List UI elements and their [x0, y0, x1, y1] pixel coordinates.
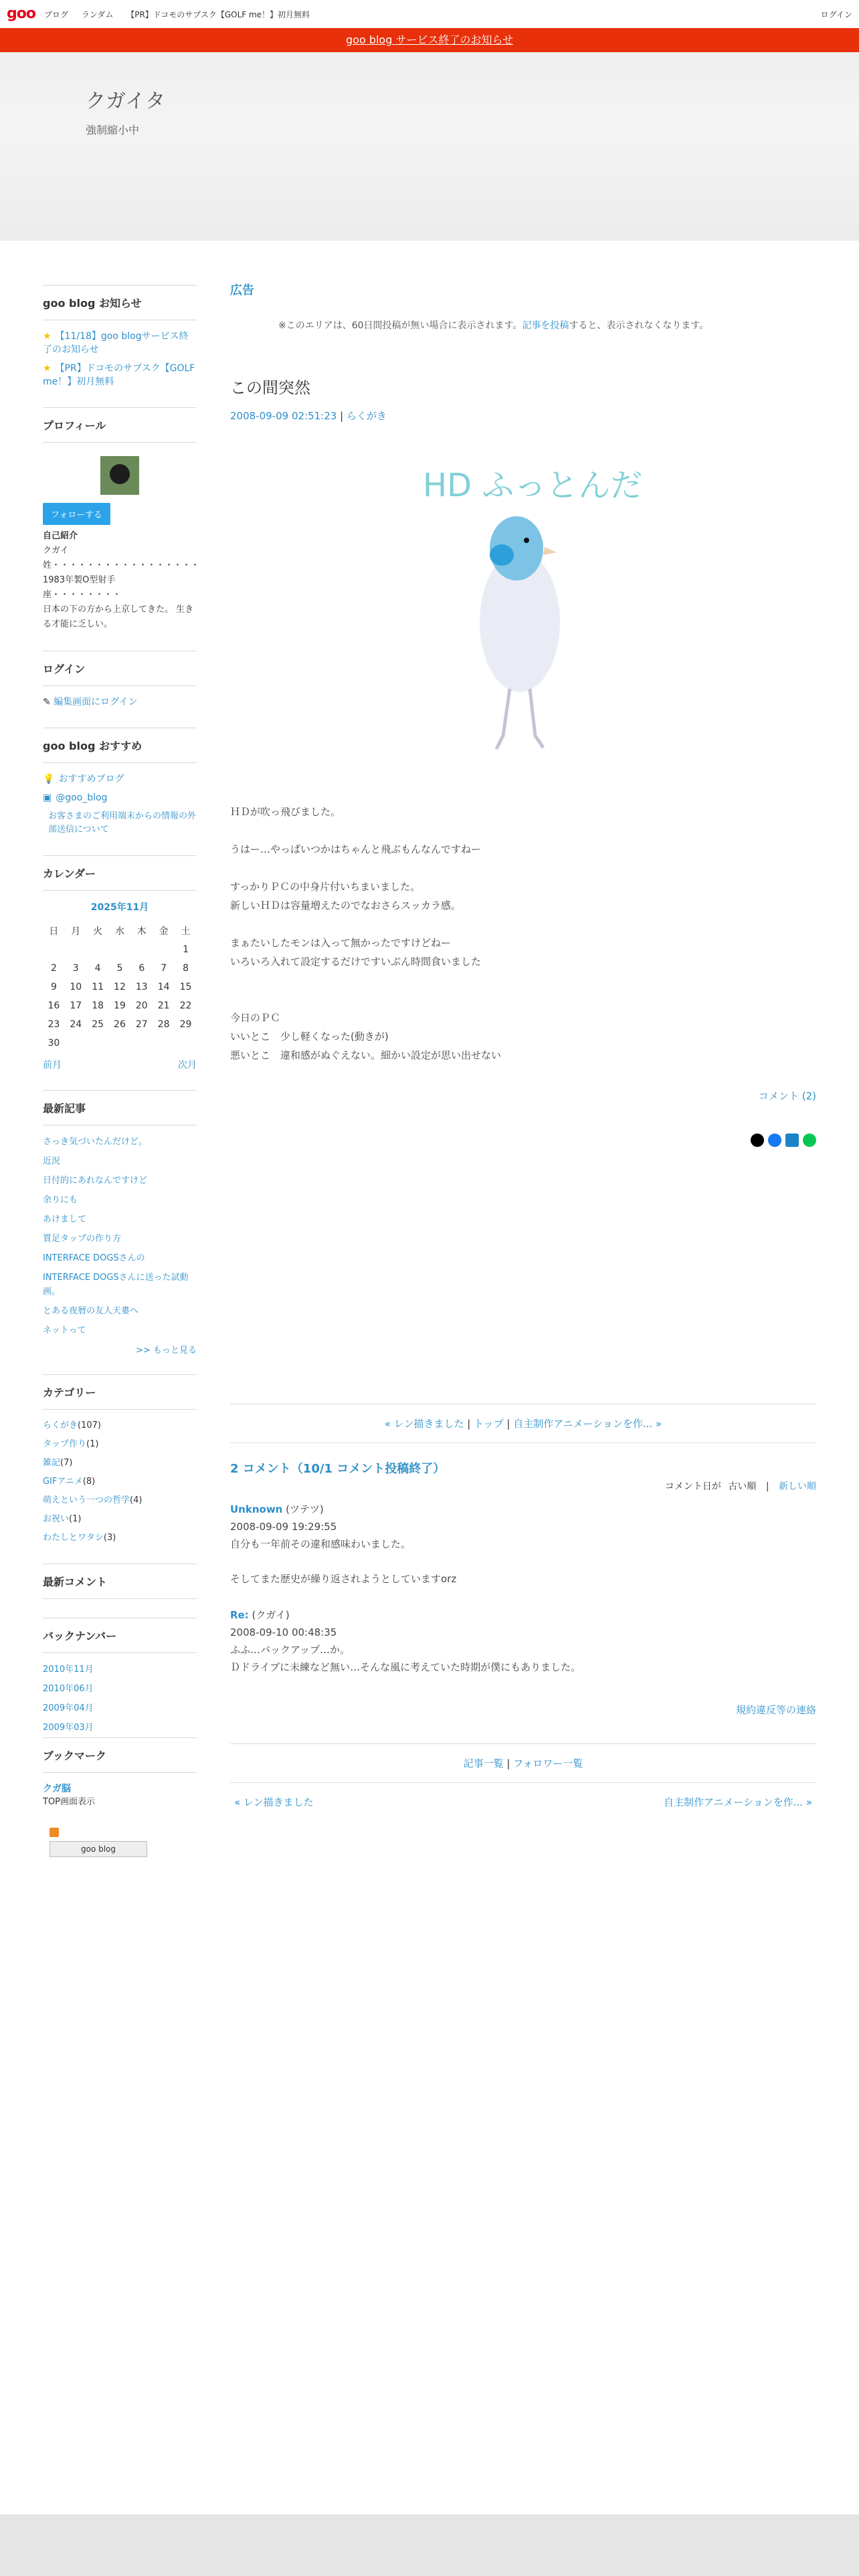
- recent-article-link[interactable]: INTERFACE DOGSさんの: [43, 1253, 145, 1263]
- calendar-day: 4: [94, 963, 101, 974]
- post-article-link[interactable]: 記事を投稿: [522, 320, 569, 331]
- calendar-day: 8: [183, 963, 189, 974]
- news-section: [43, 285, 197, 389]
- comment-date: 2008-09-09 19:29:55: [230, 1521, 337, 1533]
- next-month-link[interactable]: 次月: [178, 1060, 197, 1071]
- top-link[interactable]: トップ: [474, 1418, 504, 1430]
- goo-logo[interactable]: goo: [7, 5, 35, 22]
- news-item[interactable]: [43, 330, 197, 356]
- profile-line: 1983年製O型射手: [43, 575, 116, 585]
- calendar-day: 29: [179, 1019, 192, 1030]
- notice-link[interactable]: goo blog サービス終了のお知らせ: [346, 33, 513, 46]
- comments-section: [43, 1564, 197, 1599]
- entry-title[interactable]: この間突然: [230, 379, 310, 397]
- calendar-day: [43, 940, 65, 959]
- profile-line: 日本の下の方から上京してきた。 生きる才能に乏しい。: [43, 605, 194, 629]
- calendar-day: 21: [157, 1000, 170, 1011]
- profile-text: [43, 529, 200, 632]
- profile-line: 座・・・・・・・・: [43, 590, 122, 600]
- category-count: (8): [82, 1477, 96, 1487]
- calendar-day: 20: [135, 1000, 148, 1011]
- profile-section: [43, 407, 200, 632]
- category-link[interactable]: らくがき: [43, 1420, 78, 1430]
- next-article-link[interactable]: 自主制作アニメーションを作... »: [664, 1796, 812, 1808]
- category-link[interactable]: わたしとワタシ: [43, 1533, 104, 1543]
- backnumber-link[interactable]: 2009年03月: [43, 1723, 94, 1733]
- calendar-day: 26: [114, 1019, 126, 1030]
- recent-article-link[interactable]: 質足タップの作り方: [43, 1234, 122, 1244]
- recent-article-link[interactable]: ネットって: [43, 1325, 86, 1335]
- main-content: [230, 277, 816, 1809]
- bookmark-desc: TOP画面表示: [43, 1797, 96, 1807]
- comment-date: 2008-09-10 00:48:35: [230, 1626, 337, 1638]
- entry-pager: « レン描きました | トップ | 自主制作アニメーションを作... »: [230, 1404, 816, 1443]
- backnumber-heading: バックナンバー: [43, 1618, 197, 1653]
- line-share-icon[interactable]: [803, 1134, 816, 1147]
- bookmark-heading: ブックマーク: [43, 1737, 197, 1773]
- category-count: (3): [103, 1533, 116, 1543]
- entry-body: ＨＤが吹っ飛びました。 うはー…やっぱいつかはちゃんと飛ぶもんなんですねー すっかりＰＣの中身片付いちまいました。 新しいＨＤは容量増えたのでなおさらスッカラ感。 まぁたいしたモンは入って無かったですけどねー いろいろ入れて設定するだけですいぶん時間食いました 今日のＰＣ いいとこ 少し軽くなった(動きが) 悪いとこ 違和感がぬぐえない。細かい設定が思い出せない: [230, 806, 502, 1061]
- calendar-day: [153, 940, 175, 959]
- calendar-day: 15: [179, 982, 192, 992]
- nav-blog[interactable]: ブログ: [44, 10, 69, 19]
- pigeon-illustration: [416, 455, 643, 776]
- entry-date[interactable]: 2008-09-09 02:51:23: [230, 410, 337, 422]
- recent-article-link[interactable]: 余りにも: [43, 1195, 78, 1205]
- recent-comments-heading: 最新コメント: [43, 1564, 197, 1599]
- login-link[interactable]: ログイン: [820, 10, 852, 19]
- calendar-day: 27: [135, 1019, 148, 1030]
- prev-entry-link[interactable]: « レン描きました: [384, 1418, 464, 1430]
- footer: [0, 2514, 859, 2576]
- calendar-day: 23: [47, 1019, 60, 1030]
- recommend-heading: goo blog おすすめ: [43, 728, 197, 763]
- list-links: 記事一覧 | フォロワー一覧: [230, 1743, 816, 1783]
- login-heading: ログイン: [43, 651, 197, 686]
- profile-heading: プロフィール: [43, 407, 197, 443]
- rss-icon[interactable]: [50, 1828, 59, 1837]
- avatar[interactable]: [100, 456, 139, 495]
- comments-title: 2 コメント（10/1 コメント投稿終了）: [230, 1462, 446, 1476]
- star-icon: ★: [43, 363, 52, 374]
- backnumber-link[interactable]: 2010年11月: [43, 1665, 94, 1675]
- sort-new[interactable]: 新しい順: [779, 1481, 816, 1492]
- calendar-day: 25: [92, 1019, 104, 1030]
- category-count: (1): [69, 1514, 82, 1524]
- twitter-link[interactable]: @goo_blog: [56, 792, 108, 803]
- calendar-day: 5: [116, 963, 123, 974]
- calendar-day: 17: [70, 1000, 82, 1011]
- recent-article-link[interactable]: INTERFACE DOGSさんに送った試動画。: [43, 1273, 189, 1297]
- news-link[interactable]: 【11/18】goo blogサービス終了のお知らせ: [43, 331, 189, 355]
- calendar-day: [175, 1034, 197, 1053]
- recent-article-link[interactable]: 日付的にあれなんですけど: [43, 1176, 148, 1186]
- category-count: (4): [130, 1495, 142, 1505]
- weekday-label: 月: [71, 926, 81, 937]
- calendar-day: 10: [70, 982, 82, 992]
- recommend-link[interactable]: おすすめブログ: [58, 774, 124, 784]
- blog-header: [0, 52, 859, 241]
- profile-line: 姓・・・・・・・・・・・・・・・・・: [43, 560, 200, 570]
- calendar-day: [130, 940, 153, 959]
- category-count: (1): [86, 1439, 99, 1449]
- bookmark-section: [43, 1737, 197, 1809]
- ad-text: [230, 318, 816, 332]
- category-link[interactable]: 萌えという一つの哲学: [43, 1495, 130, 1505]
- nav-random[interactable]: ランダム: [81, 10, 114, 19]
- notice-banner: [0, 28, 859, 52]
- ad-text-before: ※このエリアは、60日間投稿が無い場合に表示されます。: [278, 320, 522, 331]
- comment-count-link[interactable]: コメント (2): [758, 1090, 816, 1102]
- comment-body: ふふ…バックアップ…か。 Ｄドライブに未練など無い…そんな風に考えていた時期が僕にもありました。: [230, 1644, 581, 1673]
- recent-section: [43, 1090, 197, 1356]
- calendar-day: 13: [135, 982, 148, 992]
- comment-name: (ツテツ): [286, 1503, 324, 1515]
- weekday-label: 木: [136, 926, 147, 937]
- report-link[interactable]: 規約違反等の連絡: [735, 1704, 816, 1716]
- calendar-heading: カレンダー: [43, 855, 197, 891]
- sort-old[interactable]: 古い順: [728, 1481, 757, 1492]
- image-caption: HD ふっとんだ: [423, 467, 643, 504]
- calendar-table: [43, 922, 197, 1053]
- news-link[interactable]: 【PR】ドコモのサブスク【GOLF me！】初月無料: [43, 363, 195, 387]
- follow-button[interactable]: フォローする: [43, 503, 110, 525]
- calendar-day: 6: [138, 963, 145, 974]
- ad-heading: 広告: [230, 284, 254, 298]
- prev-article-link[interactable]: « レン描きました: [234, 1796, 314, 1808]
- blog-description: 強制縮小中: [86, 124, 140, 136]
- category-count: (7): [60, 1458, 73, 1468]
- blog-title[interactable]: クガイタ: [86, 90, 166, 113]
- calendar-day: 14: [157, 982, 170, 992]
- bulb-icon: 💡: [43, 774, 55, 784]
- facebook-share-icon[interactable]: [768, 1134, 781, 1147]
- calendar-day: 22: [179, 1000, 192, 1011]
- calendar-day: 3: [72, 963, 79, 974]
- weekday-label: 金: [159, 926, 169, 937]
- calendar-day: [153, 1034, 175, 1053]
- category-link[interactable]: GIFアニメ: [43, 1477, 83, 1487]
- profile-line: クガイ: [43, 546, 69, 556]
- twitter-icon: ▣: [43, 792, 52, 803]
- weekday-label: 土: [181, 926, 191, 937]
- pencil-icon: ✎: [43, 697, 54, 708]
- calendar-day: 18: [92, 1000, 104, 1011]
- entry-category[interactable]: らくがき: [346, 410, 387, 422]
- bookmark-link[interactable]: クガ脳: [43, 1784, 71, 1794]
- category-heading: カテゴリー: [43, 1374, 197, 1410]
- login-section: [43, 651, 197, 709]
- follower-list-link[interactable]: フォロワー一覧: [513, 1757, 583, 1769]
- calendar-day: [109, 940, 131, 959]
- comment-author[interactable]: Re:: [230, 1609, 249, 1621]
- comment-body: 自分も一年前その違和感味わいました。 そしてまた歴史が繰り返されようとしていますorz: [230, 1538, 457, 1585]
- category-link[interactable]: タップ作り: [43, 1439, 87, 1449]
- category-link[interactable]: お祝い: [43, 1514, 70, 1524]
- top-bar: [0, 0, 859, 29]
- calendar-day: [65, 940, 87, 959]
- calendar-day: 2: [50, 963, 57, 974]
- calendar-day: 11: [92, 982, 104, 992]
- recent-article-link[interactable]: とある夜暦の友人天婁へ: [43, 1306, 139, 1316]
- sort-label: コメント日が: [664, 1481, 721, 1492]
- calendar-section: [43, 855, 197, 1071]
- more-link[interactable]: >> もっと見る: [136, 1346, 197, 1356]
- sidebar: [43, 285, 200, 1857]
- comment-item: [230, 1606, 816, 1676]
- calendar-day: 12: [114, 982, 126, 992]
- calendar-day: [109, 1034, 131, 1053]
- calendar-day: 1: [183, 944, 189, 955]
- privacy-link[interactable]: お客さまのご利用端末からの情報の外部送信について: [48, 811, 197, 835]
- recent-article-link[interactable]: あけまして: [43, 1214, 87, 1224]
- edit-login-link[interactable]: 編集画面にログイン: [54, 697, 138, 708]
- calendar-day: 16: [47, 1000, 60, 1011]
- hatena-share-icon[interactable]: [785, 1134, 799, 1147]
- calendar-day: [130, 1034, 153, 1053]
- weekday-label: 水: [114, 926, 124, 937]
- ad-text-after: すると、表示されなくなります。: [569, 320, 709, 331]
- prev-next-nav: [230, 1795, 816, 1809]
- recommend-section: [43, 728, 197, 837]
- backnumber-link[interactable]: 2009年04月: [43, 1703, 94, 1713]
- weekday-label: 日: [49, 926, 59, 937]
- calendar-day: [87, 1034, 109, 1053]
- top-nav: [44, 9, 320, 20]
- backnumber-section: [43, 1618, 197, 1733]
- calendar-day: 19: [114, 1000, 126, 1011]
- entry-image[interactable]: [416, 455, 643, 776]
- calendar-day: [65, 1034, 87, 1053]
- recent-article-link[interactable]: 近況: [43, 1156, 61, 1166]
- recent-article-link[interactable]: さっき気づいたんだけど。: [43, 1137, 148, 1147]
- category-count: (107): [78, 1420, 101, 1430]
- next-entry-link[interactable]: 自主制作アニメーションを作... »: [513, 1418, 662, 1430]
- calendar-day: 28: [157, 1019, 170, 1030]
- calendar-day: [87, 940, 109, 959]
- calendar-day: 9: [50, 982, 57, 992]
- backnumber-link[interactable]: 2010年06月: [43, 1684, 94, 1694]
- news-item[interactable]: [43, 362, 197, 389]
- category-link[interactable]: 雑記: [43, 1458, 61, 1468]
- article-list-link[interactable]: 記事一覧: [463, 1757, 504, 1769]
- weekday-label: 火: [93, 926, 103, 937]
- prev-month-link[interactable]: 前月: [43, 1060, 62, 1071]
- entry-meta: 2008-09-09 02:51:23 | らくがき: [230, 410, 387, 422]
- news-heading: goo blog お知らせ: [43, 285, 197, 320]
- comment-author[interactable]: Unknown: [230, 1503, 283, 1515]
- share-buttons: [230, 1134, 816, 1150]
- recent-heading: 最新記事: [43, 1090, 197, 1125]
- calendar-day: 7: [161, 963, 167, 974]
- nav-pr[interactable]: 【PR】ドコモのサブスク【GOLF me！】初月無料: [126, 10, 310, 19]
- x-share-icon[interactable]: [751, 1134, 764, 1147]
- star-icon: ★: [43, 331, 52, 342]
- calendar-day: 24: [70, 1019, 82, 1030]
- calendar-month: 2025年11月: [90, 902, 149, 913]
- comment-name: (クガイ): [252, 1609, 290, 1621]
- calendar-day: 30: [47, 1038, 60, 1049]
- goo-blog-badge[interactable]: goo blog: [50, 1841, 147, 1857]
- intro-label: 自己紹介: [43, 531, 78, 541]
- category-section: [43, 1374, 197, 1545]
- comment-item: [230, 1501, 816, 1588]
- comment-sort: コメント日が 古い順 | 新しい順: [664, 1481, 816, 1492]
